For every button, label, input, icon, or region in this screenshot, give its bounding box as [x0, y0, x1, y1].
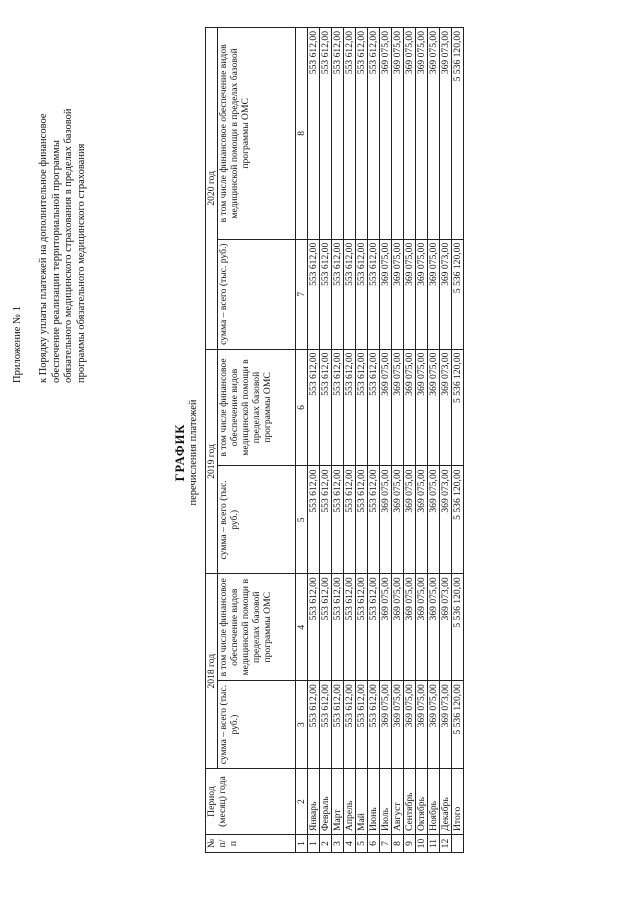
incl-2020-cell: 369 075,00 — [416, 28, 428, 240]
subheading-line: к Порядку уплаты платежей на дополнительное финансовое — [38, 113, 49, 383]
sum-2019-cell: 553 612,00 — [368, 466, 380, 574]
incl-2020-cell: 553 612,00 — [368, 28, 380, 240]
row-number: 10 — [416, 835, 428, 853]
table-row — [308, 28, 320, 853]
incl-2019-cell: 553 612,00 — [356, 349, 368, 466]
row-number: 7 — [380, 835, 392, 853]
incl-2020-cell: 369 075,00 — [428, 28, 440, 240]
document-subtitle: перечисления платежей — [188, 399, 199, 506]
col-number-header: № п/п — [206, 835, 296, 853]
row-number: 12 — [440, 835, 452, 853]
column-number: 8 — [296, 28, 308, 240]
incl-2019-cell: 553 612,00 — [308, 349, 320, 466]
sum-2018-cell: 553 612,00 — [368, 681, 380, 769]
sum-2020-cell: 369 073,00 — [440, 239, 452, 349]
sum-2018-cell: 369 075,00 — [380, 681, 392, 769]
subheading-line: обеспечение реализации территориальной программы — [50, 140, 62, 383]
sum-2018-cell: 369 075,00 — [416, 681, 428, 769]
incl-2019-cell: 553 612,00 — [368, 349, 380, 466]
incl-2018-cell: 553 612,00 — [368, 574, 380, 681]
table-body — [308, 28, 464, 853]
column-number: 5 — [296, 466, 308, 574]
sum-2020-cell: 369 075,00 — [416, 239, 428, 349]
document-title: ГРАФИК — [173, 423, 187, 482]
sum-2019-cell: 369 075,00 — [380, 466, 392, 574]
column-number: 2 — [296, 769, 308, 835]
sum-2018-cell: 369 075,00 — [428, 681, 440, 769]
month-cell: Март — [332, 769, 344, 835]
col-period-header: Период (месяц) года — [206, 769, 296, 835]
including-header: в том числе финансовое обеспечение видов медицинской помощи в пределах базовой программы ОМС — [218, 28, 296, 240]
sum-2019-cell: 369 073,00 — [440, 466, 452, 574]
year-header: 2020 год — [206, 28, 218, 350]
sum-2020-cell: 553 612,00 — [320, 239, 332, 349]
incl-2018-cell: 369 075,00 — [428, 574, 440, 681]
incl-2018-cell: 369 075,00 — [404, 574, 416, 681]
incl-2020-cell: 553 612,00 — [344, 28, 356, 240]
month-cell: Май — [356, 769, 368, 835]
month-cell: Январь — [308, 769, 320, 835]
row-number — [452, 835, 464, 853]
sum-2019-cell: 369 075,00 — [416, 466, 428, 574]
incl-2018-cell: 553 612,00 — [356, 574, 368, 681]
year-header: 2019 год — [206, 349, 218, 574]
incl-2018-cell: 553 612,00 — [332, 574, 344, 681]
row-number: 11 — [428, 835, 440, 853]
sum-2020-cell: 553 612,00 — [356, 239, 368, 349]
sum-2020-cell: 369 075,00 — [392, 239, 404, 349]
sum-2020-cell: 553 612,00 — [332, 239, 344, 349]
sum-2018-cell: 369 075,00 — [404, 681, 416, 769]
month-cell: Август — [392, 769, 404, 835]
month-cell: Октябрь — [416, 769, 428, 835]
sum-2018-cell: 5 536 120,00 — [452, 681, 464, 769]
row-number: 1 — [308, 835, 320, 853]
column-number: 3 — [296, 681, 308, 769]
including-header: в том числе финансовое обеспечение видов медицинской помощи в пределах базовой программы ОМС — [218, 574, 296, 681]
sum-2019-cell: 369 075,00 — [392, 466, 404, 574]
sum-2019-cell: 369 075,00 — [428, 466, 440, 574]
month-cell: Июнь — [368, 769, 380, 835]
row-number: 2 — [320, 835, 332, 853]
sum-2020-cell: 553 612,00 — [308, 239, 320, 349]
incl-2019-cell: 369 073,00 — [440, 349, 452, 466]
month-cell: Июль — [380, 769, 392, 835]
table-row — [356, 28, 368, 853]
incl-2020-cell: 553 612,00 — [308, 28, 320, 240]
incl-2018-cell: 369 075,00 — [380, 574, 392, 681]
incl-2019-cell: 553 612,00 — [332, 349, 344, 466]
incl-2019-cell: 553 612,00 — [320, 349, 332, 466]
table-row — [392, 28, 404, 853]
table-row — [320, 28, 332, 853]
incl-2020-cell: 553 612,00 — [356, 28, 368, 240]
row-number: 5 — [356, 835, 368, 853]
row-number: 4 — [344, 835, 356, 853]
incl-2019-cell: 369 075,00 — [404, 349, 416, 466]
table-row — [440, 28, 452, 853]
sum-2018-cell: 553 612,00 — [332, 681, 344, 769]
sum-2018-cell: 369 073,00 — [440, 681, 452, 769]
incl-2019-cell: 5 536 120,00 — [452, 349, 464, 466]
incl-2019-cell: 553 612,00 — [344, 349, 356, 466]
including-header: в том числе финансовое обеспечение видов медицинской помощи в пределах базовой программы ОМС — [218, 349, 296, 466]
subheading-line: программы обязательного медицинского страхования — [75, 143, 87, 383]
column-number: 4 — [296, 574, 308, 681]
row-number: 8 — [392, 835, 404, 853]
sum-2020-cell: 369 075,00 — [428, 239, 440, 349]
month-cell: Ноябрь — [428, 769, 440, 835]
row-number: 6 — [368, 835, 380, 853]
sum-2018-cell: 553 612,00 — [320, 681, 332, 769]
sum-2020-cell: 369 075,00 — [404, 239, 416, 349]
incl-2018-cell: 369 075,00 — [416, 574, 428, 681]
appendix-label: Приложение № 1 — [12, 306, 23, 383]
incl-2018-cell: 369 073,00 — [440, 574, 452, 681]
column-number: 6 — [296, 349, 308, 466]
incl-2020-cell: 369 075,00 — [392, 28, 404, 240]
incl-2018-cell: 553 612,00 — [308, 574, 320, 681]
month-cell: Итого — [452, 769, 464, 835]
incl-2018-cell: 369 075,00 — [392, 574, 404, 681]
sum-2019-cell: 553 612,00 — [344, 466, 356, 574]
sum-2018-cell: 553 612,00 — [308, 681, 320, 769]
sum-2020-cell: 5 536 120,00 — [452, 239, 464, 349]
subheading-line: обязательного медицинского страхования в пределах базовой — [63, 108, 75, 383]
sum-2018-cell: 553 612,00 — [356, 681, 368, 769]
row-number: 3 — [332, 835, 344, 853]
table-row — [368, 28, 380, 853]
incl-2020-cell: 369 075,00 — [404, 28, 416, 240]
incl-2018-cell: 553 612,00 — [320, 574, 332, 681]
incl-2019-cell: 369 075,00 — [392, 349, 404, 466]
sum-2020-cell: 369 075,00 — [380, 239, 392, 349]
sum-2019-cell: 553 612,00 — [320, 466, 332, 574]
column-number: 1 — [296, 835, 308, 853]
incl-2020-cell: 553 612,00 — [332, 28, 344, 240]
sum-2019-cell: 553 612,00 — [332, 466, 344, 574]
row-number: 9 — [404, 835, 416, 853]
incl-2020-cell: 553 612,00 — [320, 28, 332, 240]
incl-2019-cell: 369 075,00 — [428, 349, 440, 466]
month-cell: Сентябрь — [404, 769, 416, 835]
appendix-subheading — [38, 83, 88, 383]
sum-header: сумма – всего (тыс. руб.) — [218, 239, 296, 349]
table-row — [344, 28, 356, 853]
table-row — [428, 28, 440, 853]
incl-2018-cell: 553 612,00 — [344, 574, 356, 681]
incl-2019-cell: 369 075,00 — [380, 349, 392, 466]
table-row — [380, 28, 392, 853]
incl-2018-cell: 5 536 120,00 — [452, 574, 464, 681]
sum-2019-cell: 369 075,00 — [404, 466, 416, 574]
table-row — [404, 28, 416, 853]
incl-2020-cell: 369 073,00 — [440, 28, 452, 240]
sum-2018-cell: 553 612,00 — [344, 681, 356, 769]
month-cell: Декабрь — [440, 769, 452, 835]
sum-2019-cell: 553 612,00 — [356, 466, 368, 574]
sum-2020-cell: 553 612,00 — [368, 239, 380, 349]
sum-2019-cell: 5 536 120,00 — [452, 466, 464, 574]
incl-2020-cell: 5 536 120,00 — [452, 28, 464, 240]
table-row — [332, 28, 344, 853]
month-cell: Апрель — [344, 769, 356, 835]
sum-2020-cell: 553 612,00 — [344, 239, 356, 349]
month-cell: Февраль — [320, 769, 332, 835]
sum-2019-cell: 553 612,00 — [308, 466, 320, 574]
incl-2019-cell: 369 075,00 — [416, 349, 428, 466]
incl-2020-cell: 369 075,00 — [380, 28, 392, 240]
table-row — [452, 28, 464, 853]
year-header: 2018 год — [206, 574, 218, 769]
payments-table — [205, 27, 464, 853]
sum-header: сумма – всего (тыс. руб.) — [218, 466, 296, 574]
sum-header: сумма – всего (тыс. руб.) — [218, 681, 296, 769]
sum-2018-cell: 369 075,00 — [392, 681, 404, 769]
column-number: 7 — [296, 239, 308, 349]
table-row — [416, 28, 428, 853]
